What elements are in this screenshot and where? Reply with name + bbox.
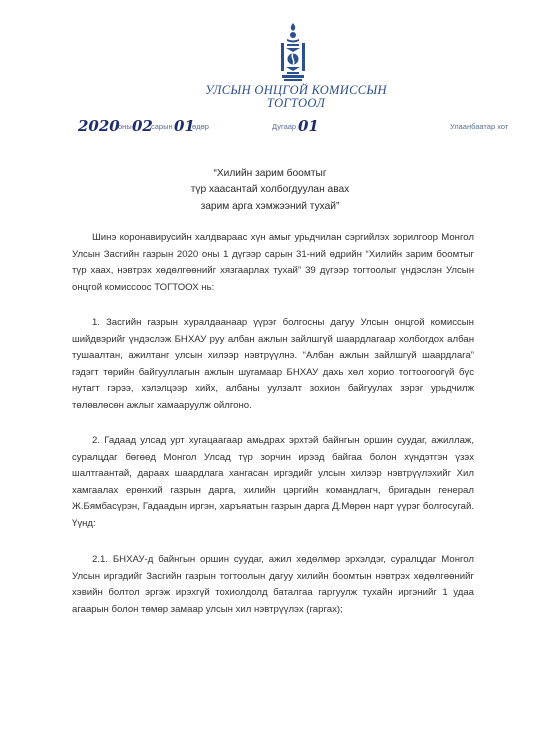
title-line-2: түр хаасантай холбогдуулан авах bbox=[190, 184, 350, 196]
date-month-suffix: сарын bbox=[151, 122, 173, 131]
intro-paragraph: Шинэ коронавирусийн халдвараас хүн амыг урьдчилан сэргийлэх зорилгоор Монгол Улсын Засгийн газрын 2020 оны 1 дүгээр сарын 31-ний өдрийн “Хилийн зарим боомтыг түр хаах, нэвтрэх хөдөлгөөнийг хязгаарлах тухай” 39 дүгээр тогтоолыг үндэслэн Улсын онцгой комиссоос ТОГТООХ нь: bbox=[72, 232, 474, 293]
title-line-1: “Хилийн зарим боомтыг bbox=[213, 168, 327, 179]
decree-number: 01 bbox=[298, 117, 319, 135]
org-line-2: ТОГТООЛ bbox=[266, 96, 326, 110]
date-year: 2020 bbox=[78, 117, 120, 135]
date-day-suffix: өдөр bbox=[192, 122, 209, 131]
mongolian-state-emblem-icon bbox=[278, 22, 308, 84]
date-day: 01 bbox=[174, 117, 195, 135]
issue-place: Улаанбаатар хот bbox=[450, 122, 509, 131]
title-line-3: зарим арга хэмжээний тухай” bbox=[200, 200, 340, 212]
date-year-suffix: оны bbox=[118, 122, 132, 131]
decree-number-label: Дугаар bbox=[272, 122, 297, 131]
issuing-body-title bbox=[196, 84, 396, 110]
clause-2-1: 2.1. БНХАУ-д байнгын оршин суудаг, ажил хөдөлмөр эрхэлдэг, суралцдаг Монгол Улсын иргэдийг Засгийн газрын тогтоолын дагуу хилийн боомтын нэвтрэх хөдөлгөөнийг хэвийн болтол эргэж ирэхгүй тохиолдолд баталгаа гаргуулж тухайн иргэнийг 1 удаа агаарын болон төмөр замаар улсын хил нэвтрүүлэх (гаргах); bbox=[72, 554, 474, 615]
org-line-1: УЛСЫН ОНЦГОЙ КОМИССЫН bbox=[205, 83, 387, 97]
date-month: 02 bbox=[132, 117, 153, 135]
clause-2: 2. Гадаад улсад урт хугацаагаар амьдрах эрхтэй байнгын оршин суудаг, ажиллаж, суралцдаг бөгөөд Монгол Улсад түр зорчин ирээд байгаа болон хүндэтгэн үзэх шалтгаантай, дараах шаардлага хангасан иргэдийг улсын хилээр нэвтрүүлэхийг Хил хамгаалах ерөнхий газрын дарга, хилийн цэргийн командлагч, бригадын генерал Ж.Бямбасүрэн, Гадаадын иргэн, харъяатын газрын дарга Д.Мөрөн нарт үүрэг болгосугай. Үүнд: bbox=[72, 435, 474, 529]
decree-title bbox=[140, 166, 400, 215]
clause-1: 1. Засгийн газрын хуралдаанаар үүрэг болгосны дагуу Улсын онцгой комиссын шийдвэрийг үндэслэж БНХАУ руу албан ажлын зайлшгүй шаардлагаар холбогдох албан тушаалтан, ажилтанг улсын хилээр нэвтрүүлнэ. “Албан ажлын зайлшгүй шаардлага” гэдэгт төрийн байгууллагын ажлын шугамаар БНХАУ дахь хөл хорио тогтоогоогүй бүс нутагт гэрээ, хэлэлцээр хийх, албаны уулзалт зохион байгуулах зэрэг урьдчилж төлөвлөсөн ажлыг хамааруулж ойлгоно. bbox=[72, 317, 474, 411]
